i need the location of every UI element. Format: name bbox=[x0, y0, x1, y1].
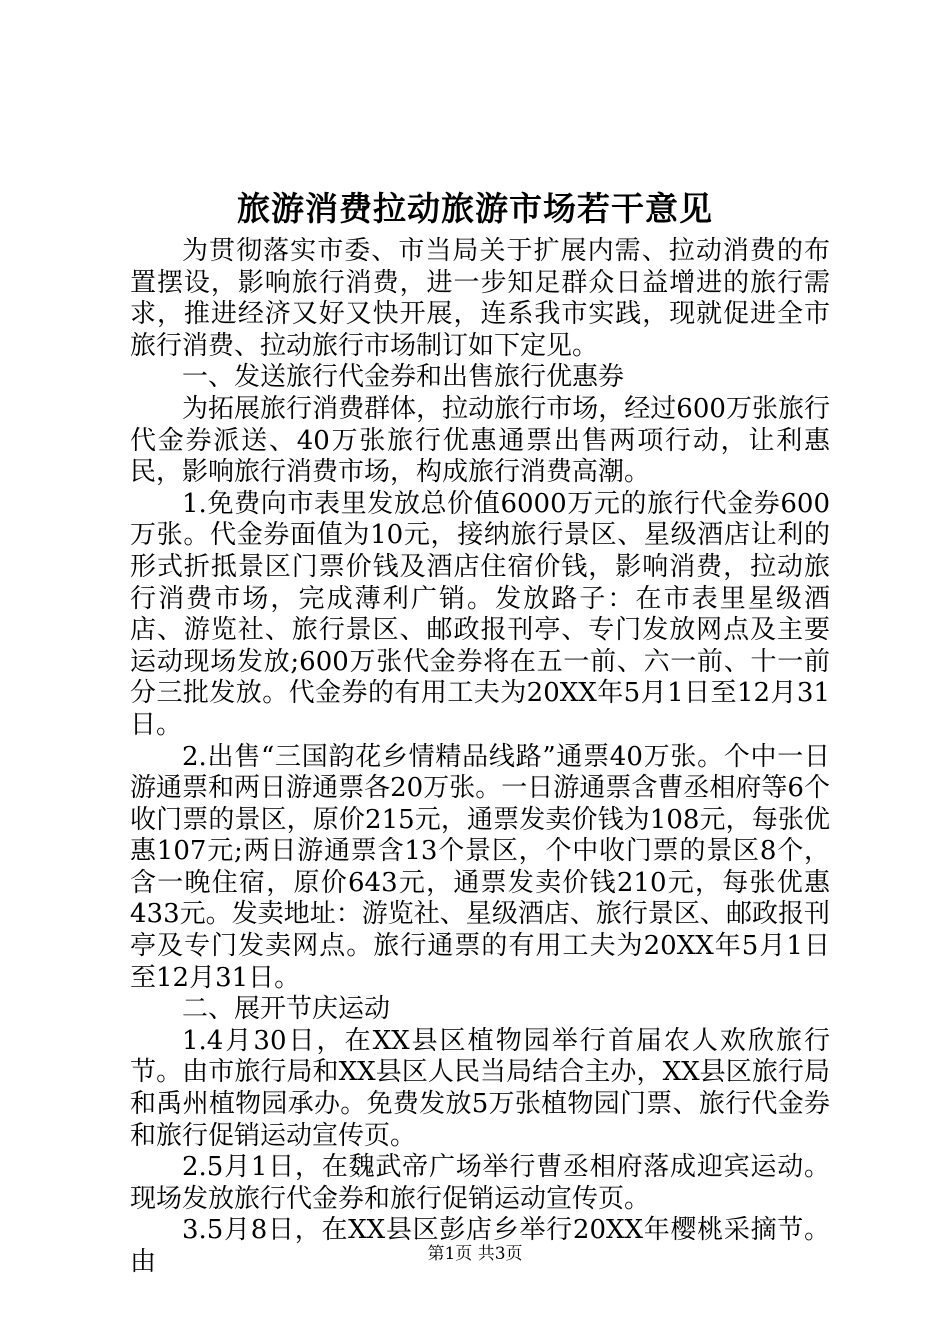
page-footer: 第1页 共3页 bbox=[427, 1244, 523, 1264]
paragraph-item-2-2: 2.5月1日，在魏武帝广场举行曹丞相府落成迎宾运动。现场发放旅行代金券和旅行促销运动宣传页。 bbox=[130, 1152, 830, 1214]
paragraph-item-1-1: 1.免费向市表里发放总价值6000万元的旅行代金券600万张。代金券面值为10元，接纳旅行景区、星级酒店让利的形式折抵景区门票价钱及酒店住宿价钱，影响消费，拉动旅行消费市场，完成薄利广销。发放路子：在市表里星级酒店、游览社、旅行景区、邮政报刊亭、专门发放网点及主要运动现场发放;600万张代金券将在五一前、六一前、十一前分三批发放。代金券的有用工夫为20XX年5月1日至12月31日。 bbox=[130, 488, 830, 740]
document-body bbox=[130, 236, 830, 1279]
section-heading-2: 二、展开节庆运动 bbox=[182, 994, 391, 1025]
paragraph-item-2-3: 3.5月8日，在XX县区彭店乡举行20XX年樱桃采摘节。由 bbox=[130, 1215, 830, 1277]
section-heading-1: 一、发送旅行代金券和出售旅行优惠券 bbox=[182, 362, 625, 393]
paragraph-item-2-1: 1.4月30日，在XX县区植物园举行首届农人欢欣旅行节。由市旅行局和XX县区人民当局结合主办，XX县区旅行局和禹州植物园承办。免费发放5万张植物园门票、旅行代金券和旅行促销运动宣传页。 bbox=[130, 1025, 830, 1151]
paragraph-item-1-2: 2.出售“三国韵花乡情精品线路”通票40万张。个中一日游通票和两日游通票各20万张。一日游通票含曹丞相府等6个收门票的景区，原价215元，通票发卖价钱为108元，每张优惠107元;两日游通票含13个景区，个中收门票的景区8个，含一晚住宿，原价643元，通票发卖价钱210元，每张优惠433元。发卖地址：游览社、星级酒店、旅行景区、邮政报刊亭及专门发卖网点。旅行通票的有用工夫为20XX年5月1日至12月31日。 bbox=[130, 741, 830, 993]
paragraph-section-1-intro: 为拓展旅行消费群体，拉动旅行市场，经过600万张旅行代金券派送、40万张旅行优惠通票出售两项行动，让利惠民，影响旅行消费市场，构成旅行消费高潮。 bbox=[130, 393, 830, 488]
document-title: 旅游消费拉动旅游市场若干意见 bbox=[237, 189, 713, 228]
paragraph-intro: 为贯彻落实市委、市当局关于扩展内需、拉动消费的布置摆设，影响旅行消费，进一步知足群众日益增进的旅行需求，推进经济又好又快开展，连系我市实践，现就促进全市旅行消费、拉动旅行市场制订如下定见。 bbox=[130, 236, 830, 361]
